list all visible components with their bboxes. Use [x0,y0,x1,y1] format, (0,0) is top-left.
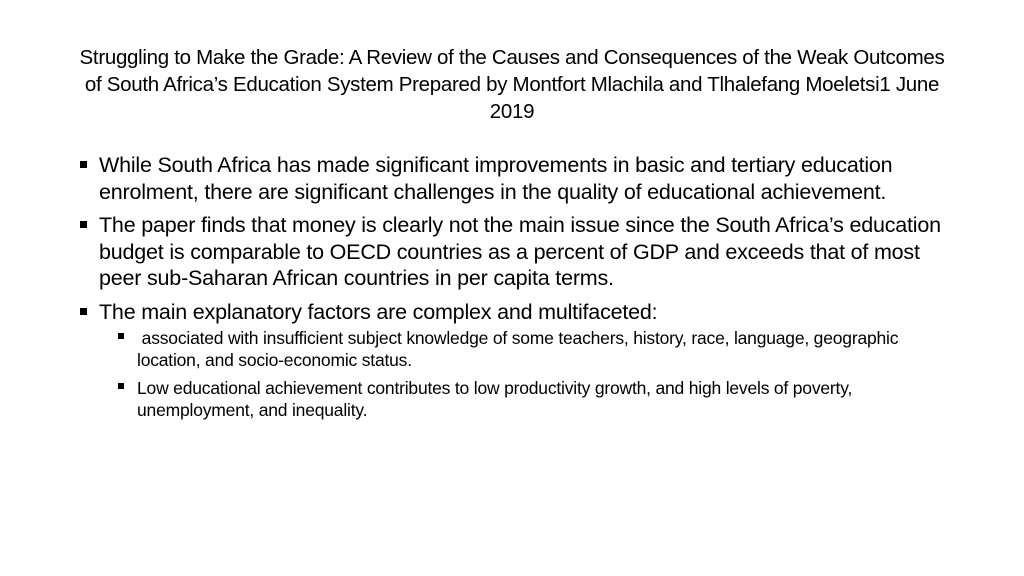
square-bullet-icon [118,383,124,389]
sub-bullet-item [118,327,960,371]
square-bullet-icon [80,221,87,228]
sub-bullet-item [118,377,960,421]
square-bullet-icon [118,333,124,339]
bullet-item [80,152,960,205]
bullet-item [80,299,960,326]
slide-title: Struggling to Make the Grade: A Review of the Causes and Consequences of the Weak Outcomes of South Africa’s Education System Prepared by Montfort Mlachila and Tlhalefang Moeletsi1 June 2019 [79,46,945,123]
sub-bullet-list [80,327,960,421]
bullet-item [80,212,960,292]
bullet-list [80,152,960,427]
bullet-text: The paper finds that money is clearly not the main issue since the South Africa’s education budget is comparable to OECD countries as a percent of GDP and exceeds that of most peer sub-Saharan African countries in per capita terms. [99,213,941,290]
square-bullet-icon [80,308,87,315]
square-bullet-icon [80,161,87,168]
bullet-text: While South Africa has made significant improvements in basic and tertiary education enrolment, there are significant challenges in the quality of educational achievement. [99,153,893,204]
sub-bullet-text: Low educational achievement contributes to low productivity growth, and high levels of poverty, unemployment, and inequality. [137,378,853,420]
bullet-text: The main explanatory factors are complex and multifaceted: [99,299,658,324]
sub-bullet-text: associated with insufficient subject knowledge of some teachers, history, race, language, geographic location, and socio-economic status. [137,328,903,370]
